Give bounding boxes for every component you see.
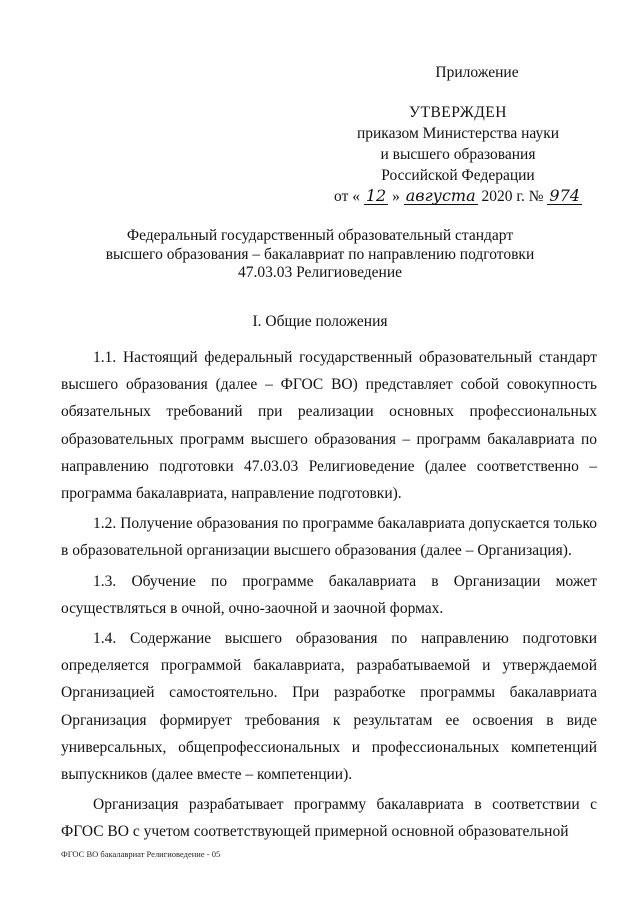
order-year: 2020 г. № <box>481 188 544 205</box>
paragraph-organization: Организация разрабатывает программу бакалавриата в соответствии с ФГОС ВО с учетом соответствующей примерной основной образовательной <box>61 796 597 841</box>
page-footer: ФГОС ВО бакалавриат Религиоведение - 05 <box>61 849 221 859</box>
approval-block <box>330 62 586 207</box>
section-heading: I. Общие положения <box>252 313 388 330</box>
title-line-1: Федеральный государственный образовательный стандарт <box>126 227 514 244</box>
paragraph-1-2: 1.2. Получение образования по программе бакалавриата допускается только в образовательной организации высшего образования (далее – Организация). <box>61 515 597 560</box>
order-line <box>330 186 586 207</box>
title-line-2: высшего образования – бакалавриат по направлению подготовки <box>105 245 535 263</box>
order-prefix: от « <box>334 188 360 205</box>
body-text <box>61 344 597 846</box>
annex-label: Приложение <box>435 64 519 81</box>
order-day: 12 <box>365 186 387 205</box>
approval-line-2: и высшего образования <box>380 146 536 163</box>
approval-line-3: Российской Федерации <box>381 167 535 184</box>
paragraph-1-4: 1.4. Содержание высшего образования по направлению подготовки определяется программой бакалавриата, разрабатываемой и утверждаемой Организацией самостоятельно. При разработке программы бакалавриата Организация формирует требования к результатам ее освоения в виде универсальных, общепрофессиональных и профессиональных компетенций выпускников (далее вместе – компетенции). <box>61 630 597 784</box>
paragraph-1-3: 1.3. Обучение по программе бакалавриата в Организации может осуществляться в очной, очно-заочной и заочной формах. <box>61 572 597 617</box>
title-line-3: 47.03.03 Религиоведение <box>238 264 402 281</box>
order-after-day: » <box>392 188 400 205</box>
order-number: 974 <box>549 186 580 205</box>
order-month: августа <box>405 186 476 205</box>
approval-line-1: приказом Министерства науки <box>356 125 560 142</box>
document-title <box>60 227 580 283</box>
approved-label: УТВЕРЖДЕН <box>409 104 507 121</box>
paragraph-1-1: 1.1. Настоящий федеральный государственный образовательный стандарт высшего образования (далее – ФГОС ВО) представляет собой совокупность обязательных требований при реализации основных профессиональных образовательных программ высшего образования – программ бакалавриата по направлению подготовки 47.03.03 Религиоведение (далее соответственно – программа бакалавриата, направление подготовки). <box>61 349 597 503</box>
